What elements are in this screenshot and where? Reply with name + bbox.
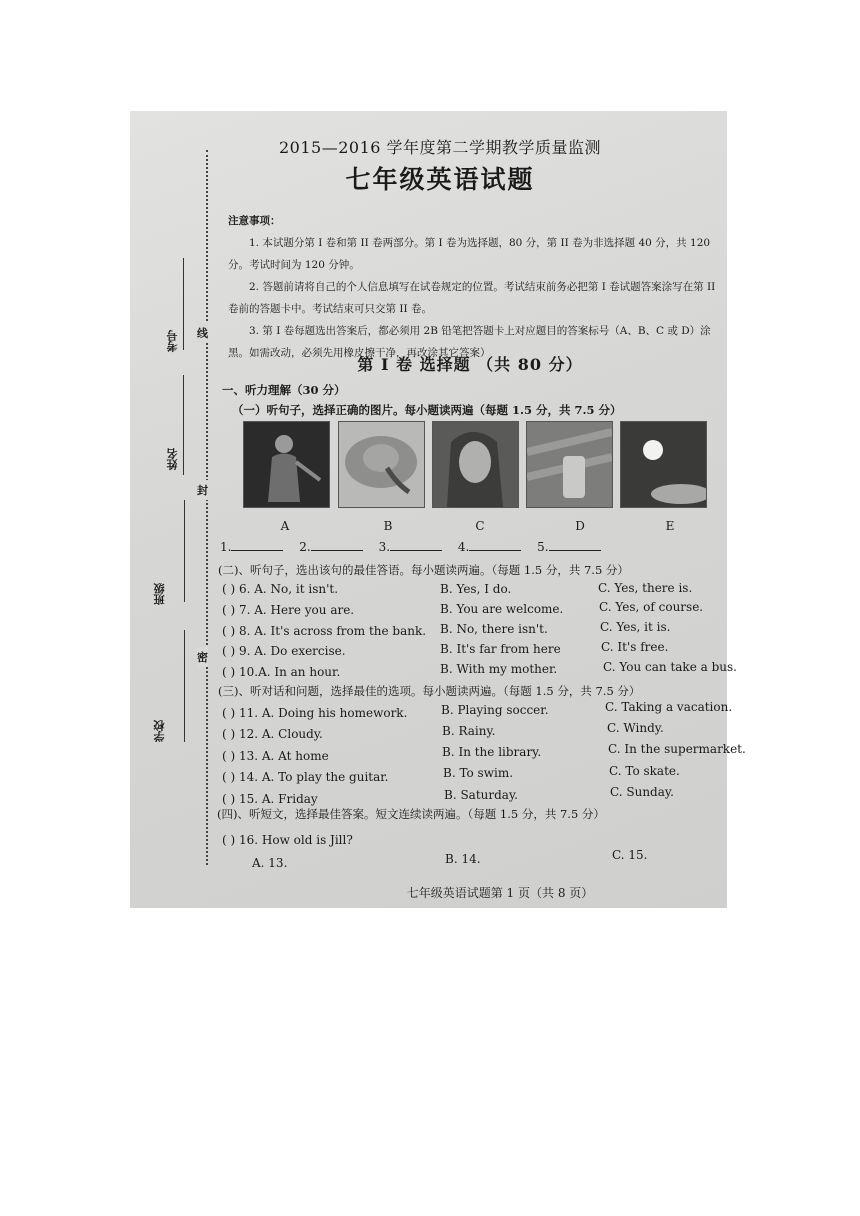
- binding-dotted-line: [206, 150, 208, 865]
- question-10: ( ) 10.A. In an hour.: [222, 665, 341, 679]
- exam-number-label: 考号: [166, 330, 179, 352]
- instruction-3: 3. 第 I 卷每题选出答案后，都必须用 2B 铅笔把答题卡上对应题目的答案标号（A、B、C 或 D）涂黑。如需改动，必须先用橡皮擦干净，再改涂其它答案）: [228, 325, 711, 359]
- name-line: [183, 375, 184, 475]
- name-label: 姓名: [166, 448, 179, 470]
- picture-label-d: D: [575, 519, 585, 533]
- question-16-option-c: C. 15.: [612, 848, 648, 862]
- sub-section-2-heading: (二)、听句子，选出该句的最佳答语。每小题读两遍。（每题 1.5 分，共 7.5 分）: [218, 563, 629, 577]
- question-14-option-c: C. To skate.: [609, 764, 680, 778]
- answer-blank-2[interactable]: [311, 538, 363, 551]
- question-15: ( ) 15. A. Friday: [222, 792, 318, 806]
- class-label: 班级: [153, 583, 166, 605]
- question-16-option-a: A. 13.: [252, 856, 288, 870]
- question-12-option-b: B. Rainy.: [442, 724, 496, 738]
- question-12: ( ) 12. A. Cloudy.: [222, 727, 323, 741]
- page-footer: 七年级英语试题第 1 页（共 8 页）: [406, 886, 594, 900]
- sub-section-3-heading: (三)、听对话和问题，选择最佳的选项。每小题读两遍。（每题 1.5 分，共 7.5 分）: [218, 684, 641, 698]
- question-15-option-b: B. Saturday.: [444, 788, 518, 802]
- question-13-option-c: C. In the supermarket.: [608, 742, 746, 756]
- picture-label-b: B: [383, 519, 393, 533]
- seal-mark-feng: 封: [197, 480, 208, 500]
- picture-label-e: E: [665, 519, 675, 533]
- instructions-heading: 注意事项：: [228, 215, 281, 227]
- picture-b-sun-hat: [338, 421, 425, 508]
- question-10-option-c: C. You can take a bus.: [603, 660, 737, 674]
- question-11-option-c: C. Taking a vacation.: [605, 700, 733, 714]
- question-12-option-c: C. Windy.: [607, 721, 664, 735]
- question-9-option-c: C. It's free.: [601, 640, 669, 654]
- question-11: ( ) 11. A. Doing his homework.: [222, 706, 408, 720]
- exam-number-line: [183, 258, 184, 350]
- question-8-option-b: B. No, there isn't.: [440, 622, 548, 636]
- answer-blank-3[interactable]: [390, 538, 442, 551]
- question-13-option-b: B. In the library.: [442, 745, 542, 759]
- question-8: ( ) 8. A. It's across from the bank.: [222, 624, 427, 638]
- picture-a-singer: [243, 421, 330, 508]
- blank-label-4: 4.: [457, 540, 470, 554]
- answer-blanks: [220, 538, 640, 554]
- answer-blank-4[interactable]: [469, 538, 521, 551]
- section-listening: 一、听力理解（30 分）: [222, 383, 346, 397]
- sub-section-1-heading: （一）听句子，选择正确的图片。每小题读两遍（每题 1.5 分，共 7.5 分）: [232, 403, 622, 417]
- question-9: ( ) 9. A. Do exercise.: [222, 644, 346, 658]
- question-15-option-c: C. Sunday.: [610, 785, 674, 799]
- question-13: ( ) 13. A. At home: [222, 749, 329, 763]
- picture-c-girl: [432, 421, 519, 508]
- picture-label-c: C: [475, 519, 485, 533]
- question-10-option-b: B. With my mother.: [440, 662, 558, 676]
- school-line: [184, 630, 185, 742]
- class-line: [184, 500, 185, 602]
- question-14: ( ) 14. A. To play the guitar.: [222, 770, 389, 784]
- question-7: ( ) 7. A. Here you are.: [222, 603, 355, 617]
- picture-e-sun: [620, 421, 707, 508]
- question-7-option-b: B. You are welcome.: [440, 602, 564, 616]
- instruction-2: 2. 答题前请将自己的个人信息填写在试卷规定的位置。考试结束前务必把第 I 卷试题答案涂写在第 II 卷前的答题卡中。考试结束可只交第 II 卷。: [228, 281, 716, 315]
- school-label: 学校: [153, 720, 166, 742]
- question-7-option-c: C. Yes, of course.: [599, 600, 704, 614]
- question-8-option-c: C. Yes, it is.: [600, 620, 671, 634]
- seal-mark-xian: 线: [197, 323, 208, 343]
- blank-label-3: 3.: [378, 540, 391, 554]
- blank-label-5: 5.: [537, 540, 549, 554]
- picture-d-drink: [526, 421, 613, 508]
- question-11-option-b: B. Playing soccer.: [441, 703, 549, 717]
- part-one-title: 第 I 卷 选择题 （共 80 分）: [357, 355, 583, 374]
- answer-blank-1[interactable]: [231, 538, 283, 551]
- blank-label-2: 2.: [299, 540, 311, 554]
- picture-label-a: A: [280, 519, 290, 533]
- page-title: 七年级英语试题: [345, 165, 535, 194]
- question-16: ( ) 16. How old is Jill?: [222, 833, 353, 847]
- blank-label-1: 1.: [220, 540, 232, 554]
- question-16-option-b: B. 14.: [445, 852, 481, 866]
- question-6: ( ) 6. A. No, it isn't.: [222, 582, 339, 596]
- question-6-option-b: B. Yes, I do.: [440, 582, 512, 596]
- instructions: [228, 210, 723, 364]
- question-14-option-b: B. To swim.: [443, 766, 514, 780]
- instruction-1: 1. 本试题分第 I 卷和第 II 卷两部分。第 I 卷为选择题，80 分，第 II 卷为非选择题 40 分，共 120 分。考试时间为 120 分钟。: [228, 237, 711, 271]
- answer-blank-5[interactable]: [549, 538, 601, 551]
- sub-section-4-heading: (四)、听短文，选择最佳答案。短文连续读两遍。（每题 1.5 分，共 7.5 分）: [217, 807, 605, 821]
- seal-mark-mi: 密: [197, 647, 208, 667]
- question-9-option-b: B. It's far from here: [440, 642, 561, 656]
- exam-session: 2015—2016 学年度第二学期教学质量监测: [278, 138, 602, 157]
- question-6-option-c: C. Yes, there is.: [598, 581, 693, 595]
